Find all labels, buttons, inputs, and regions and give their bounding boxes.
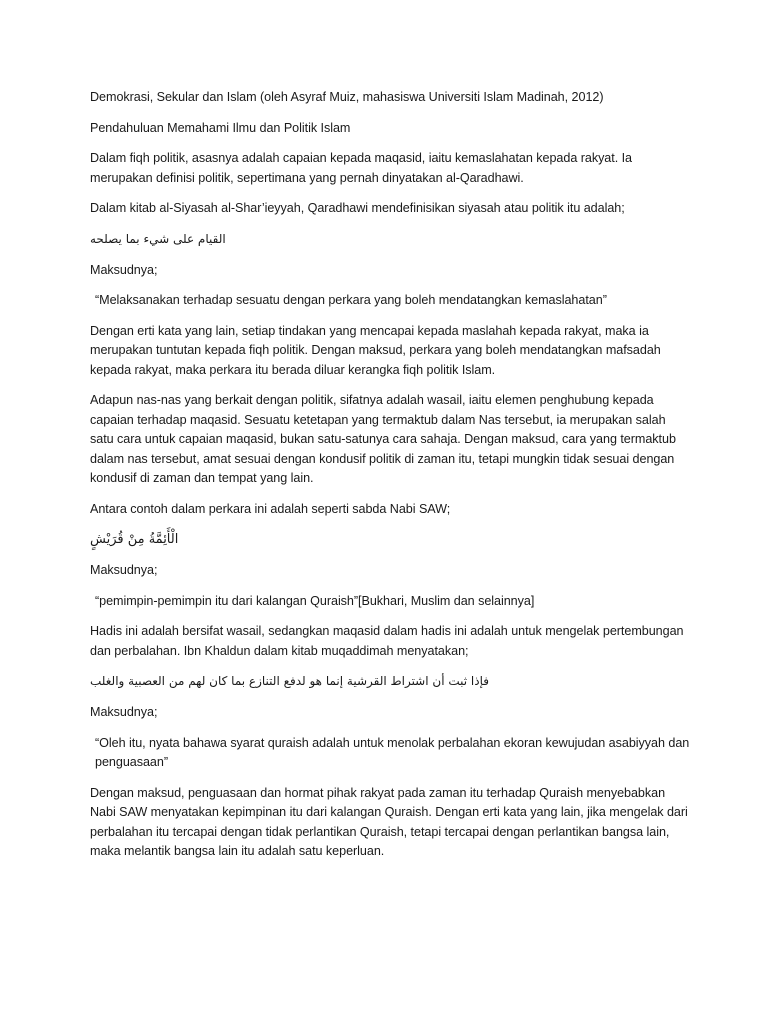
- paragraph: Dengan maksud, penguasaan dan hormat pihak rakyat pada zaman itu terhadap Quraish menyebabkan Nabi SAW menyatakan kepimpinan itu dari kalangan Quraish. Dengan erti kata yang lain, jika mengelak dari perbalahan itu tercapai dengan tidak perlantikan Quraish, tetapi tercapai dengan perlantikan bangsa lain, maka melantik bangsa lain itu adalah satu keperluan.: [90, 785, 688, 858]
- translation-quote: “Oleh itu, nyata bahawa syarat quraish adalah untuk menolak perbalahan ekoran kewujudan asabiyyah dan penguasaan”: [95, 735, 690, 769]
- translation-quote: “pemimpin-pemimpin itu dari kalangan Quraish”[Bukhari, Muslim dan selainnya]: [95, 593, 535, 608]
- paragraph: Dengan erti kata yang lain, setiap tindakan yang mencapai kepada maslahah kepada rakyat, maka ia merupakan tuntutan kepada fiqh politik. Dengan maksud, perkara yang boleh mendatangkan mafsadah kepada rakyat, maka perkara itu berada diluar kerangka fiqh politik Islam.: [90, 323, 661, 377]
- arabic-quote: القيام على شيء بما يصلحه: [90, 231, 226, 246]
- section-heading: Pendahuluan Memahami Ilmu dan Politik Islam: [90, 120, 351, 135]
- arabic-quote: فإذا ثبت أن اشتراط القرشية إنما هو لدفع التنازع بما كان لهم من العصبية والغلب: [90, 674, 489, 688]
- arabic-hadith: الْأَئِمَّةُ مِنْ قُرَيْشٍ: [90, 532, 179, 547]
- translation-quote: “Melaksanakan terhadap sesuatu dengan perkara yang boleh mendatangkan kemaslahatan”: [95, 293, 607, 307]
- maksudnya-label: Maksudnya;: [90, 563, 158, 577]
- paragraph: Dalam fiqh politik, asasnya adalah capaian kepada maqasid, iaitu kemaslahatan kepada rakyat. Ia merupakan definisi politik, sepertimana yang pernah dinyatakan al-Qaradhawi.: [90, 151, 633, 185]
- document-title: Demokrasi, Sekular dan Islam (oleh Asyraf Muiz, mahasiswa Universiti Islam Madinah, 2012): [90, 90, 604, 104]
- paragraph: Hadis ini adalah bersifat wasail, sedangkan maqasid dalam hadis ini adalah untuk mengelak pertembungan dan perbalahan. Ibn Khaldun dalam kitab muqaddimah menyatakan;: [90, 624, 684, 658]
- paragraph: Antara contoh dalam perkara ini adalah seperti sabda Nabi SAW;: [90, 501, 451, 516]
- maksudnya-label: Maksudnya;: [90, 705, 158, 719]
- paragraph: Adapun nas-nas yang berkait dengan politik, sifatnya adalah wasail, iaitu elemen penghubung kepada capaian terhadap maqasid. Sesuatu ketetapan yang termaktub dalam Nas tersebut, ia merupakan salah satu cara untuk capaian maqasid, bukan satu-satunya cara sahaja. Dengan maksud, cara yang termaktub dalam nas tersebut, amat sesuai dengan kondusif politik di zaman itu, tetapi mungkin tidak sesuai dengan kondusif di zaman dan tempat yang lain.: [90, 393, 676, 485]
- paragraph: Dalam kitab al-Siyasah al-Shar’ieyyah, Qaradhawi mendefinisikan siyasah atau politik itu adalah;: [90, 201, 625, 215]
- document-page: [90, 88, 690, 873]
- maksudnya-label: Maksudnya;: [90, 262, 158, 277]
